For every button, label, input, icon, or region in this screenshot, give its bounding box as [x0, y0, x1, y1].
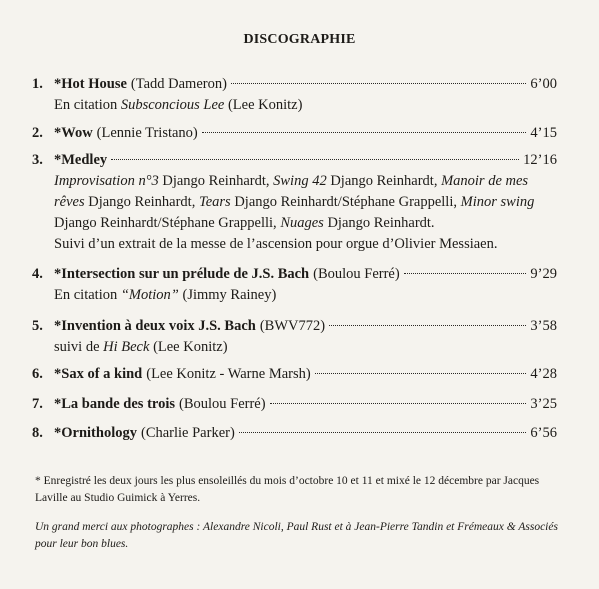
track-duration: 3’25 — [530, 396, 557, 412]
track-title: *Sax of a kind — [54, 366, 143, 382]
track-composer: (Boulou Ferré) — [179, 396, 266, 412]
track-title: *Ornithology — [54, 425, 137, 441]
recording-footnote: * Enregistré les deux jours les plus ensoleillés du mois d’octobre 10 et 11 et mixé le 12 décembre par Jacques Laville au Studio Guimick à Yerres. — [35, 475, 540, 504]
track-2 — [32, 123, 557, 144]
track-6 — [32, 364, 557, 385]
track-duration: 4’28 — [530, 366, 557, 382]
dot-leader — [329, 325, 526, 326]
page-title: DISCOGRAPHIE — [243, 32, 356, 47]
track-title: *Intersection sur un prélude de J.S. Bach — [54, 266, 310, 282]
track-title: *La bande des trois — [54, 396, 175, 412]
dot-leader — [315, 373, 527, 374]
dot-leader — [202, 132, 527, 133]
dot-leader — [404, 273, 527, 274]
thanks-note: Un grand merci aux photographes : Alexandre Nicoli, Paul Rust et à Jean-Pierre Tandin et Frémeaux & Associés pour leur bon blues. — [35, 521, 558, 550]
track-number: 3. — [32, 152, 43, 168]
medley-details: Improvisation n°3 Django Reinhardt, Swing 42 Django Reinhardt, Manoir de mes rêves Django Reinhardt, Tears Django Reinhardt/Stéphane Grappelli, Minor swing Django Reinhardt/Stéphane Grappelli, Nuages Django Reinhardt. Suivi d’un extrait de la messe de l’ascension pour orgue d’Olivier Messiaen. — [54, 173, 535, 252]
track-number: 5. — [32, 318, 43, 334]
track-duration: 9’29 — [530, 266, 557, 282]
track-composer: (Lennie Tristano) — [96, 125, 198, 141]
track-duration: 3’58 — [530, 318, 557, 334]
track-duration: 4’15 — [530, 125, 557, 141]
track-duration: 12’16 — [523, 152, 557, 168]
track-4 — [32, 264, 557, 306]
track-composer: (Lee Konitz - Warne Marsh) — [146, 366, 311, 382]
track-duration: 6’00 — [530, 76, 557, 92]
track-note: En citation Subsconcious Lee (Lee Konitz) — [54, 97, 303, 113]
track-title: *Hot House — [54, 76, 127, 92]
track-composer: (Charlie Parker) — [140, 425, 235, 441]
track-5 — [32, 316, 557, 358]
track-duration: 6’56 — [530, 425, 557, 441]
track-number: 6. — [32, 366, 43, 382]
track-1 — [32, 74, 557, 116]
track-note: En citation “Motion” (Jimmy Rainey) — [54, 287, 277, 303]
track-title: *Medley — [54, 152, 108, 168]
track-3 — [32, 150, 557, 255]
track-note: suivi de Hi Beck (Lee Konitz) — [54, 339, 228, 355]
track-number: 7. — [32, 396, 43, 412]
track-title: *Wow — [54, 125, 93, 141]
track-number: 4. — [32, 266, 43, 282]
dot-leader — [111, 159, 519, 160]
track-number: 8. — [32, 425, 43, 441]
dot-leader — [239, 432, 527, 433]
track-composer: (BWV772) — [259, 318, 326, 334]
dot-leader — [231, 83, 526, 84]
track-7 — [32, 394, 557, 415]
track-number: 1. — [32, 76, 43, 92]
track-8 — [32, 423, 557, 444]
track-number: 2. — [32, 125, 43, 141]
track-composer: (Boulou Ferré) — [313, 266, 400, 282]
dot-leader — [270, 403, 527, 404]
track-composer: (Tadd Dameron) — [130, 76, 227, 92]
track-title: *Invention à deux voix J.S. Bach — [54, 318, 256, 334]
